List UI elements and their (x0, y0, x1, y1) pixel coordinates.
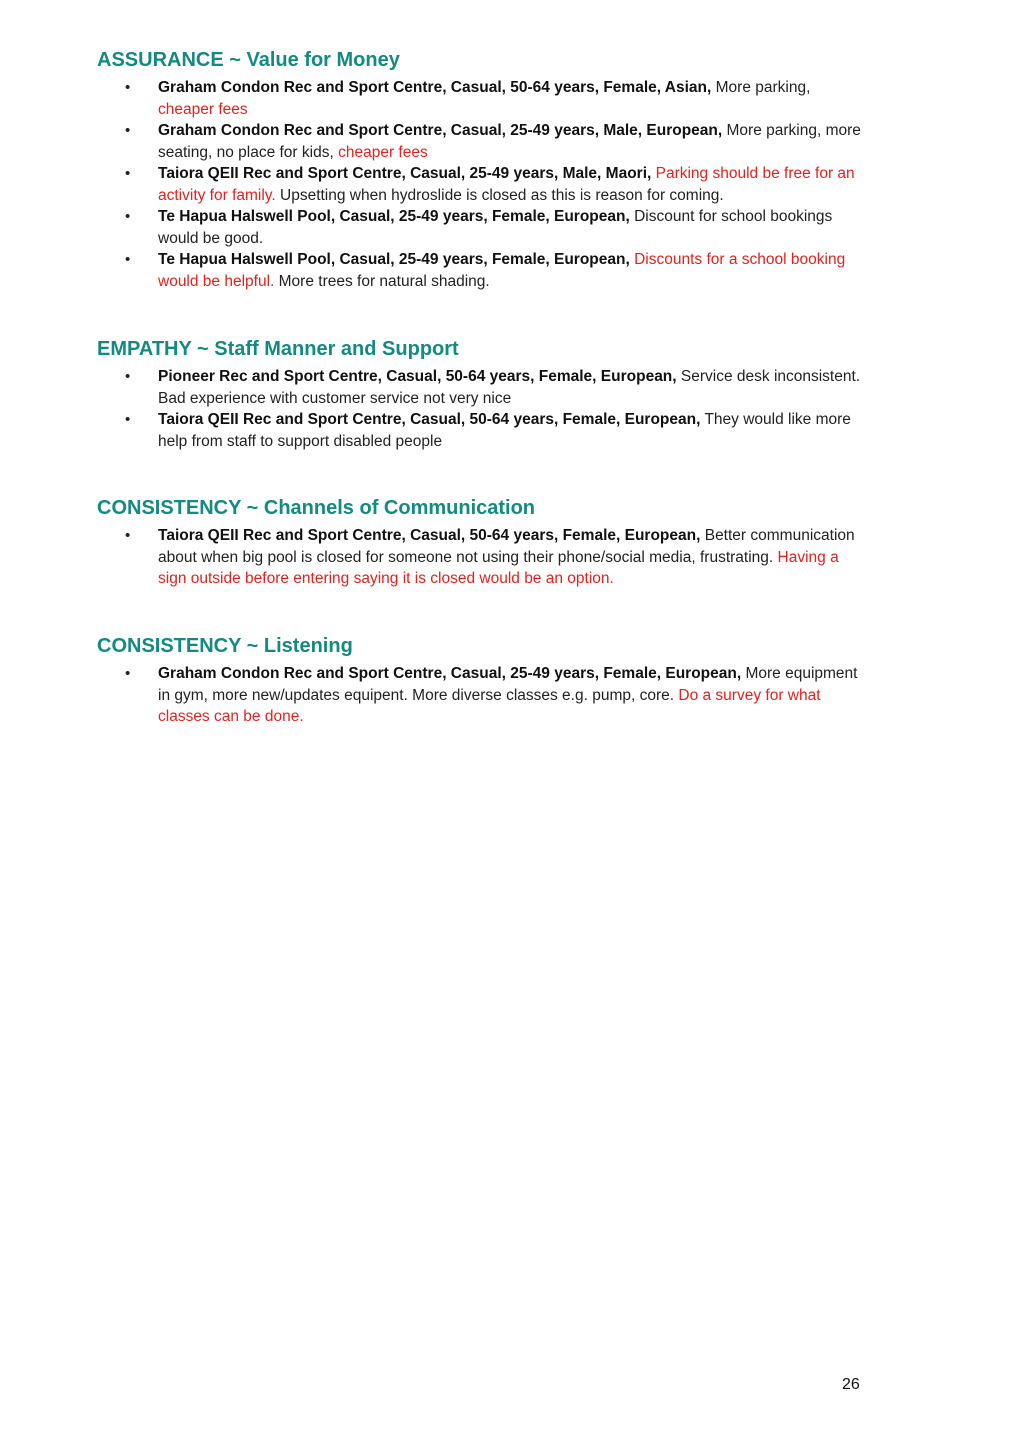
highlighted-comment: cheaper fees (158, 100, 248, 118)
respondent-info: Pioneer Rec and Sport Centre, Casual, 50-64 years, Female, European, (158, 368, 677, 385)
comment-text: They would like more help from staff to support disabled people (158, 411, 851, 450)
bullet-icon: • (125, 411, 131, 428)
respondent-info: Te Hapua Halswell Pool, Casual, 25-49 years, Female, European, (158, 208, 630, 225)
comment-list (97, 366, 867, 452)
bullet-icon: • (125, 368, 131, 385)
section-assurance-value-for-money (97, 47, 867, 292)
section-empathy-staff-manner (97, 336, 867, 452)
highlighted-comment: Having a sign outside before entering saying it is closed would be an option. (158, 548, 839, 587)
comment-text-tail: More trees for natural shading. (274, 272, 490, 290)
section-consistency-channels-of-communication (97, 495, 867, 590)
bullet-icon: • (125, 165, 131, 182)
comment-text: Discount for school bookings would be good. (158, 208, 833, 247)
bullet-icon: • (125, 251, 131, 268)
comment-text: Service desk inconsistent. Bad experience with customer service not very nice (158, 368, 861, 407)
respondent-info: Graham Condon Rec and Sport Centre, Casual, 25-49 years, Female, European, (158, 665, 742, 682)
section-heading: EMPATHY ~ Staff Manner and Support (97, 338, 459, 360)
comment-text-tail: Upsetting when hydroslide is closed as this is reason for coming. (275, 186, 724, 204)
section-consistency-listening (97, 633, 867, 728)
respondent-info: Te Hapua Halswell Pool, Casual, 25-49 years, Female, European, (158, 251, 630, 268)
list-item (97, 366, 867, 409)
respondent-info: Taiora QEII Rec and Sport Centre, Casual, 25-49 years, Male, Maori, (158, 165, 652, 182)
highlighted-comment: Do a survey for what classes can be done. (158, 686, 821, 725)
comment-list (97, 77, 867, 292)
comment-list (97, 525, 867, 590)
comment-text: More parking, more seating, no place for kids, (158, 122, 861, 161)
respondent-info: Graham Condon Rec and Sport Centre, Casual, 25-49 years, Male, European, (158, 122, 723, 139)
section-heading: CONSISTENCY ~ Channels of Communication (97, 497, 536, 519)
comment-text: More equipment in gym, more new/updates equipent. More diverse classes e.g. pump, core. (158, 665, 858, 704)
highlighted-comment: cheaper fees (333, 143, 428, 161)
list-item (97, 409, 867, 452)
respondent-info: Taiora QEII Rec and Sport Centre, Casual, 50-64 years, Female, European, (158, 527, 701, 544)
bullet-icon: • (125, 79, 131, 96)
bullet-icon: • (125, 665, 131, 682)
comment-text: More parking, (711, 79, 811, 96)
section-heading: CONSISTENCY ~ Listening (97, 635, 353, 657)
list-item (97, 206, 867, 249)
section-heading: ASSURANCE ~ Value for Money (97, 49, 400, 71)
page-number: 26 (842, 1376, 860, 1393)
comment-text: Better communication about when big pool is closed for someone not using their phone/social media, frustrating. (158, 527, 855, 566)
highlighted-comment: Discounts for a school booking would be helpful. (158, 251, 846, 290)
list-item (97, 77, 867, 120)
list-item (97, 663, 867, 728)
bullet-icon: • (125, 122, 131, 139)
bullet-icon: • (125, 527, 131, 544)
list-item (97, 120, 867, 163)
comment-list (97, 663, 867, 728)
list-item (97, 249, 867, 292)
respondent-info: Taiora QEII Rec and Sport Centre, Casual, 50-64 years, Female, European, (158, 411, 701, 428)
respondent-info: Graham Condon Rec and Sport Centre, Casual, 50-64 years, Female, Asian, (158, 79, 712, 96)
list-item (97, 163, 867, 206)
list-item (97, 525, 867, 590)
highlighted-comment: Parking should be free for an activity for family. (158, 165, 855, 204)
bullet-icon: • (125, 208, 131, 225)
